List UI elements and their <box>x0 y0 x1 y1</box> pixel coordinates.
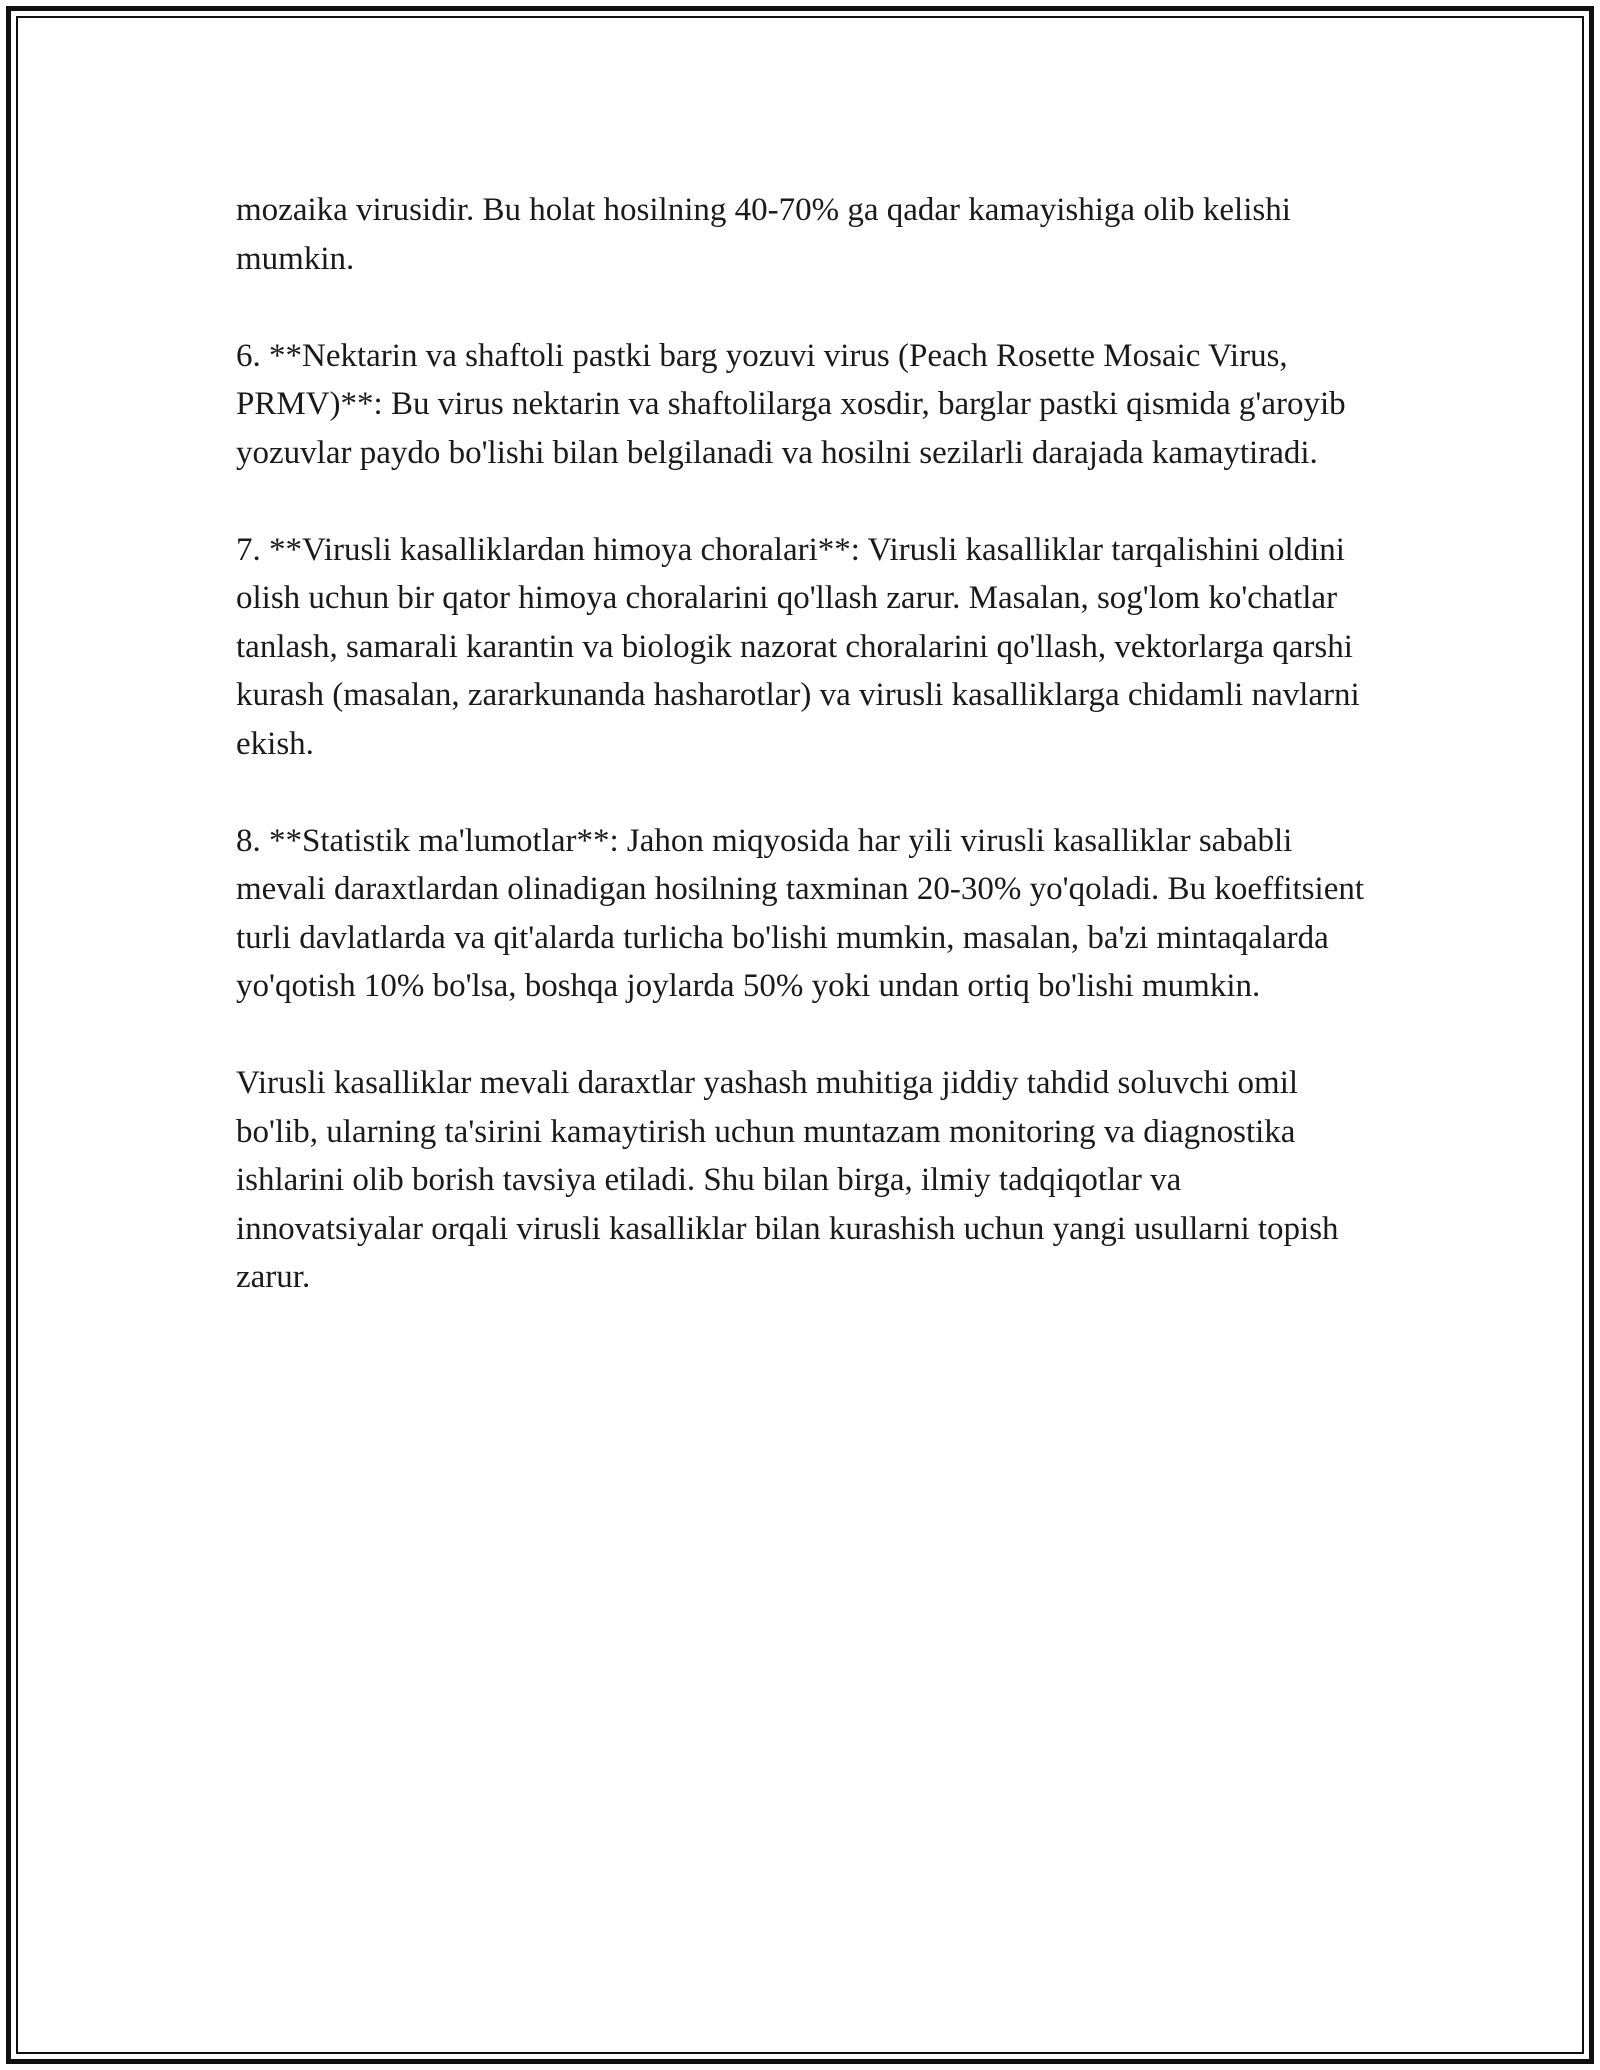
paragraph-mosaic-virus-continuation: mozaika virusidir. Bu holat hosilning 40-70% ga qadar kamayishiga olib kelishi mumkin. <box>236 192 1291 277</box>
paragraph-item-8-statistics: 8. **Statistik ma'lumotlar**: Jahon miqyosida har yili virusli kasalliklar sababli mevali daraxtlardan olinadigan hosilning taxminan 20-30% yo'qoladi. Bu koeffitsient turli davlatlarda va qit'alarda turlicha bo'lishi mumkin, masalan, ba'zi mintaqalarda yo'qotish 10% bo'lsa, boshqa joylarda 50% yoki undan ortiq bo'lishi mumkin. <box>236 822 1365 1004</box>
paragraph-item-6-prmv: 6. **Nektarin va shaftoli pastki barg yozuvi virus (Peach Rosette Mosaic Virus, PRMV)**: Bu virus nektarin va shaftolilarga xosdir, barglar pastki qismida g'aroyib yozuvlar paydo bo'lishi bilan belgilanadi va hosilni sezilarli darajada kamaytiradi. <box>236 337 1346 471</box>
paragraph-item-7-protection: 7. **Virusli kasalliklardan himoya choralari**: Virusli kasalliklar tarqalishini oldini olish uchun bir qator himoya choralarini qo'llash zarur. Masalan, sog'lom ko'chatlar tanlash, samarali karantin va biologik nazorat choralarini qo'llash, vektorlarga qarshi kurash (masalan, zararkunanda hasharotlar) va virusli kasalliklarga chidamli navlarni ekish. <box>236 531 1360 762</box>
paragraph-conclusion: Virusli kasalliklar mevali daraxtlar yashash muhitiga jiddiy tahdid soluvchi omil bo'lib, ularning ta'sirini kamaytirish uchun muntazam monitoring va diagnostika ishlarini olib borish tavsiya etiladi. Shu bilan birga, ilmiy tadqiqotlar va innovatsiyalar orqali virusli kasalliklar bilan kurashish uchun yangi usullarni topish zarur. <box>236 1065 1339 1295</box>
document-body <box>236 186 1376 1350</box>
